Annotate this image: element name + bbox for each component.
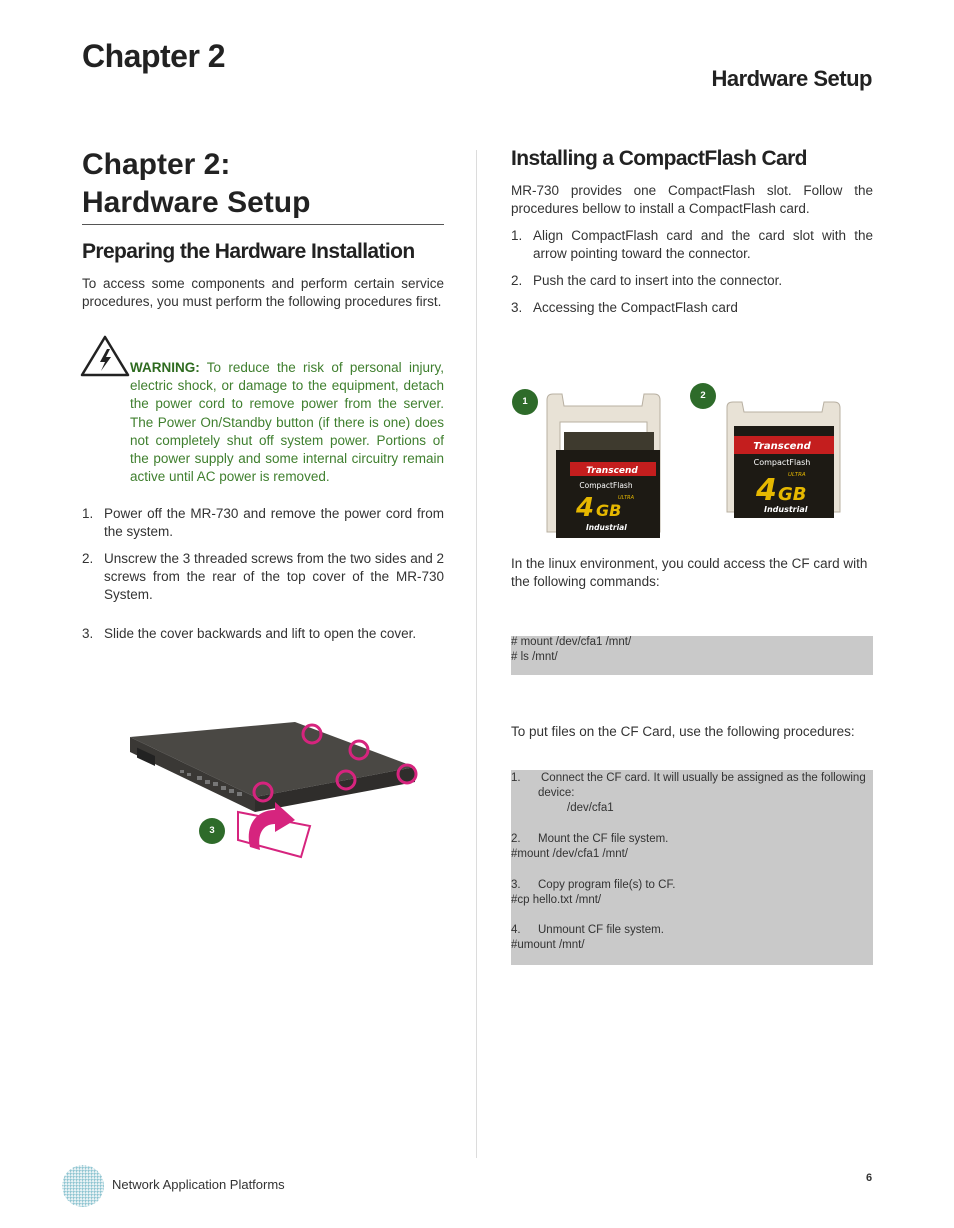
svg-text:CompactFlash: CompactFlash — [753, 458, 811, 467]
column-divider — [476, 150, 477, 1158]
warning-label: WARNING: — [130, 360, 200, 375]
warning-body: To reduce the risk of personal injury, electric shock, or damage to the equipment, detach the power cord to remove power from the server. The Power On/Standby button (if there is one) does not completely shut off system power. Portions of the power supply and some internal circuitry remain active until AC power is removed. — [130, 360, 444, 485]
cf-heading: Installing a CompactFlash Card — [511, 147, 807, 170]
server-cover-figure — [125, 712, 425, 862]
put-files-intro: To put files on the CF Card, use the following procedures: — [511, 724, 855, 739]
cf-steps — [511, 227, 873, 317]
step-number: 2. — [511, 273, 523, 288]
figure-badge-3: 3 — [199, 818, 225, 844]
list-item — [511, 227, 873, 263]
step-text: Slide the cover backwards and lift to open the cover. — [104, 626, 417, 641]
mount-code-block — [511, 636, 873, 675]
cf-intro: MR-730 provides one CompactFlash slot. Follow the procedures bellow to install a CompactFlash card. — [511, 183, 873, 216]
svg-text:4: 4 — [756, 473, 777, 508]
svg-text:Industrial: Industrial — [586, 523, 627, 532]
prep-steps — [82, 505, 444, 643]
code-line: # ls /mnt/ — [511, 651, 558, 663]
page-title-line2: Hardware Setup — [82, 186, 311, 219]
procedure-code-block — [511, 770, 873, 965]
list-item — [82, 550, 444, 604]
list-item — [82, 625, 444, 643]
proc-device: /dev/cfa1 — [567, 802, 614, 814]
svg-text:Industrial: Industrial — [764, 505, 808, 514]
svg-text:4: 4 — [576, 493, 595, 523]
list-item — [82, 505, 444, 541]
figure-badge-2: 2 — [690, 383, 716, 409]
list-item — [511, 272, 873, 290]
warning-text — [130, 359, 444, 486]
prep-heading: Preparing the Hardware Installation — [82, 240, 415, 263]
step-number: 3. — [82, 626, 94, 641]
proc-num: 2. — [511, 833, 521, 845]
svg-text:Transcend: Transcend — [753, 441, 811, 452]
proc-command: #cp hello.txt /mnt/ — [511, 894, 602, 906]
proc-num: 3. — [511, 879, 521, 891]
chapter-title: Chapter 2 — [82, 38, 226, 74]
page-title-line1: Chapter 2: — [82, 148, 231, 181]
step-text: Align CompactFlash card and the card slot with the arrow pointing toward the connector. — [533, 228, 873, 261]
proc-text: Mount the CF file system. — [538, 833, 669, 845]
proc-text: Copy program file(s) to CF. — [538, 879, 676, 891]
list-item — [511, 299, 873, 317]
svg-text:CompactFlash: CompactFlash — [579, 481, 633, 490]
page-title — [82, 146, 444, 225]
svg-text:GB: GB — [778, 484, 807, 505]
proc-num: 1. — [511, 772, 521, 784]
proc-num: 4. — [511, 924, 521, 936]
step-text: Unscrew the 3 threaded screws from the two sides and 2 screws from the rear of the top cover of the MR-730 System. — [104, 551, 444, 602]
svg-text:Transcend: Transcend — [586, 466, 638, 476]
step-number: 3. — [511, 300, 523, 315]
proc-text: Connect the CF card. It will usually be assigned as the following device: — [538, 772, 866, 799]
footer-text: Network Application Platforms — [112, 1177, 285, 1192]
page-number: 6 — [866, 1172, 873, 1184]
svg-text:ULTRA: ULTRA — [788, 472, 806, 478]
prep-intro: To access some components and perform certain service procedures, you must perform the following procedures first. — [82, 276, 444, 309]
globe-logo-icon — [60, 1163, 106, 1209]
step-text: Push the card to insert into the connector. — [533, 273, 783, 288]
proc-command: #umount /mnt/ — [511, 939, 585, 951]
proc-command: #mount /dev/cfa1 /mnt/ — [511, 848, 628, 860]
step-text: Power off the MR-730 and remove the power cord from the system. — [104, 506, 444, 539]
step-number: 2. — [82, 551, 94, 566]
lift-arrow-icon — [238, 802, 310, 857]
svg-text:GB: GB — [596, 501, 622, 520]
warning-icon — [80, 335, 130, 377]
linux-intro: In the linux environment, you could access the CF card with the following commands: — [511, 556, 868, 589]
section-header: Hardware Setup — [711, 66, 872, 91]
cf-slot-figure-1 — [542, 392, 667, 542]
step-number: 1. — [511, 228, 523, 243]
proc-text: Unmount CF file system. — [538, 924, 664, 936]
cf-slot-figure-2 — [722, 400, 847, 522]
code-line: # mount /dev/cfa1 /mnt/ — [511, 636, 632, 648]
figure-badge-1: 1 — [512, 389, 538, 415]
step-number: 1. — [82, 506, 94, 521]
svg-text:ULTRA: ULTRA — [618, 495, 635, 501]
step-text: Accessing the CompactFlash card — [533, 300, 738, 315]
